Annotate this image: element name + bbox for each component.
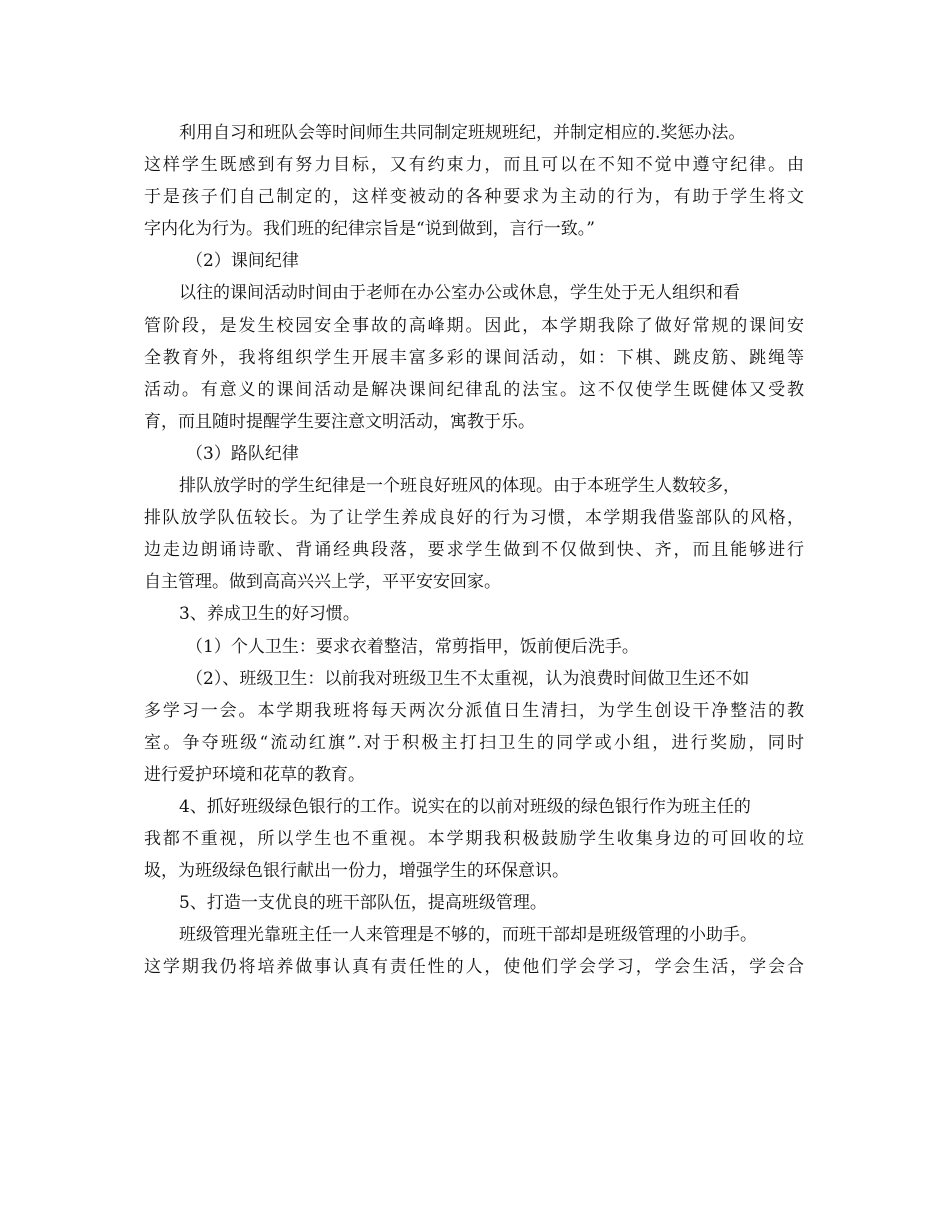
paragraph-line: 管阶段，是发生校园安全事故的高峰期。因此，本学期我除了做好常规的课间安 xyxy=(144,315,804,336)
paragraph-line: 班级管理光靠班主任一人来管理是不够的，而班干部却是班级管理的小助手。 xyxy=(179,925,757,946)
paragraph-line: 育，而且随时提醒学生要注意文明活动，寓教于乐。 xyxy=(144,411,535,432)
paragraph-line: 这样学生既感到有努力目标，又有约束力，而且可以在不知不觉中遵守纪律。由 xyxy=(144,155,804,176)
paragraph-line: 圾，为班级绿色银行献出一份力，增强学生的环保意识。 xyxy=(144,861,569,882)
paragraph-line: 自主管理。做到高高兴兴上学，平平安安回家。 xyxy=(144,572,501,593)
paragraph-line: 多学习一会。本学期我班将每天两次分派值日生清扫，为学生创设干净整洁的教 xyxy=(144,700,804,721)
paragraph-line: 排队放学队伍较长。为了让学生养成良好的行为习惯，本学期我借鉴部队的风格， xyxy=(144,508,804,529)
section-heading: （3）路队纪律 xyxy=(186,443,299,464)
paragraph-line: 进行爱护环境和花草的教育。 xyxy=(144,764,365,785)
paragraph-line: 我都不重视，所以学生也不重视。本学期我积极鼓励学生收集身边的可回收的垃 xyxy=(144,829,804,850)
paragraph-line: 这学期我仍将培养做事认真有责任性的人，使他们学会学习，学会生活，学会合 xyxy=(144,957,804,978)
section-heading: （2）课间纪律 xyxy=(186,251,299,272)
paragraph-line: 活动。有意义的课间活动是解决课间纪律乱的法宝。这不仅使学生既健体又受教 xyxy=(144,379,804,400)
paragraph-line: （1）个人卫生：要求衣着整洁，常剪指甲，饭前便后洗手。 xyxy=(186,636,639,657)
paragraph-line: 利用自习和班队会等时间师生共同制定班规班纪，并制定相应的.奖惩办法。 xyxy=(179,123,746,143)
section-heading: 5、打造一支优良的班干部队伍，提高班级管理。 xyxy=(179,893,547,914)
paragraph-line: 于是孩子们自己制定的，这样变被动的各种要求为主动的行为，有助于学生将文 xyxy=(144,187,804,208)
paragraph-line: 字内化为行为。我们班的纪律宗旨是“说到做到，言行一致。” xyxy=(144,219,595,240)
paragraph-line: 室。争夺班级“流动红旗”.对于积极主打扫卫生的同学或小组，进行奖励，同时 xyxy=(144,732,804,753)
document-body xyxy=(144,117,824,984)
paragraph-line: 以往的课间活动时间由于老师在办公室办公或休息，学生处于无人组织和看 xyxy=(179,283,740,304)
paragraph-line: （2）、班级卫生：以前我对班级卫生不太重视，认为浪费时间做卫生还不如 xyxy=(186,668,750,689)
paragraph-line: 边走边朗诵诗歌、背诵经典段落，要求学生做到不仅做到快、齐，而且能够进行 xyxy=(144,540,804,561)
paragraph-line: 全教育外，我将组织学生开展丰富多彩的课间活动，如：下棋、跳皮筋、跳绳等 xyxy=(144,347,804,368)
paragraph-line: 排队放学时的学生纪律是一个班良好班风的体现。由于本班学生人数较多， xyxy=(179,476,740,497)
section-heading: 3、养成卫生的好习惯。 xyxy=(179,604,360,625)
section-heading: 4、抓好班级绿色银行的工作。说实在的以前对班级的绿色银行作为班主任的 xyxy=(179,796,751,817)
